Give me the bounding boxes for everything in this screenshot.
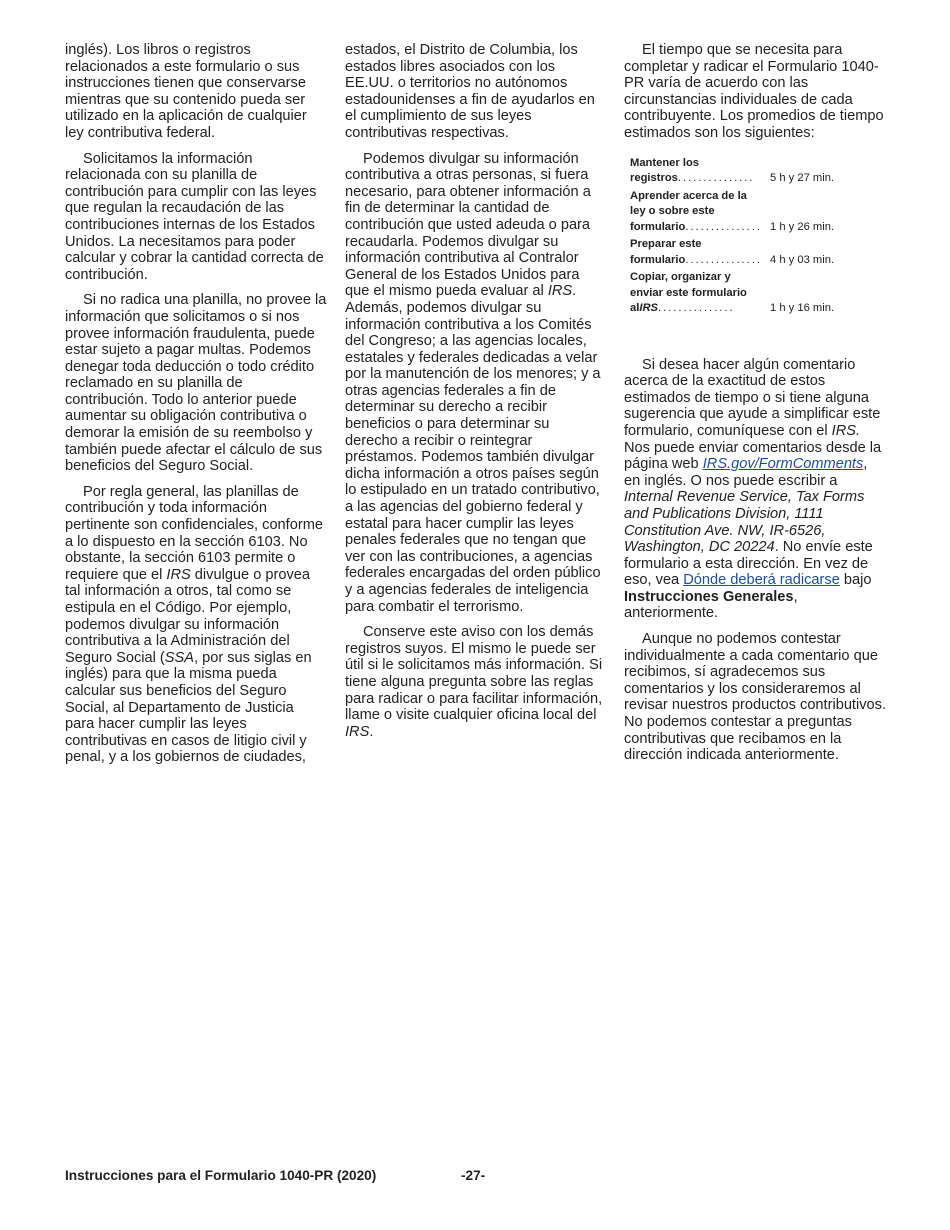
label-line: Preparar este xyxy=(630,238,702,251)
where-to-file-link[interactable]: Dónde deberá radicarse xyxy=(683,572,840,589)
footer-title: Instrucciones para el Formulario 1040-PR (2020) xyxy=(65,1168,377,1183)
time-estimates-table xyxy=(630,156,886,317)
text-run: , por sus siglas en inglés) para que la misma pueda calcular sus beneficios del Seguro Social, al Departamento de Justicia para hacer cumplir las leyes contributivas en casos de litigio civil y penal, y a los gobiernos de ciudades, xyxy=(65,649,312,766)
leader-dots: ............... xyxy=(685,220,762,233)
paragraph: Si no radica una planilla, no provee la información que solicitamos o si nos provee información fraudulenta, puede estar sujeto a pagar multas. Podemos denegar toda deducción o todo crédito reclamado en su planilla de contribución. Todo lo anterior puede aumentar su obligación contributiva o demorar la emisión de su reembolso y también puede afectar el cálculo de sus beneficios del Seguro Social. xyxy=(65,292,327,475)
text-run: . No envíe este formulario a esta dirección. En vez de eso, vea xyxy=(624,539,873,589)
row-label xyxy=(630,270,770,317)
text-run: , anteriormente. xyxy=(624,588,798,622)
column-1 xyxy=(65,42,327,775)
paragraph xyxy=(624,357,886,623)
table-row xyxy=(630,237,886,268)
text-run: Si desea hacer algún comentario acerca de la exactitud de estos estimados de tiempo o si tiene alguna sugerencia que ayude a simplificar este formulario, comuníquese con el xyxy=(624,356,881,439)
label-line: formulario xyxy=(630,253,686,266)
irs-abbrev: IRS xyxy=(639,302,658,315)
row-value: 1 h y 26 min. xyxy=(770,220,835,233)
text-run: bajo xyxy=(839,572,872,589)
table-row xyxy=(630,189,886,236)
row-value: 5 h y 27 min. xyxy=(770,172,835,185)
leader-dots: ............... xyxy=(658,302,735,315)
table-row xyxy=(630,156,886,187)
general-instructions-ref: Instrucciones Generales xyxy=(624,588,794,605)
text-run: . xyxy=(369,723,374,740)
leader-dots: ............... xyxy=(685,253,762,266)
paragraph: inglés). Los libros o registros relacionados a este formulario o sus instrucciones tienen que conservarse mientras que su contenido pueda ser utilizado en la aplicación de cualquier ley contributiva federal. xyxy=(65,42,307,141)
text-run: Nos puede enviar comentarios desde la página web xyxy=(624,439,882,473)
label-line: enviar este formulario xyxy=(630,286,747,299)
column-3 xyxy=(624,42,886,773)
irs-abbrev: IRS xyxy=(547,283,573,300)
text-run: Conserve este aviso con los demás registros suyos. El mismo le puede ser útil si le solicitamos más información. Si tiene alguna pregunta sobre las reglas para radicar o para facilitar información, llame o visite cualquier oficina local del xyxy=(345,624,603,724)
ssa-abbrev: SSA xyxy=(164,649,194,666)
row-label xyxy=(630,156,770,187)
leader-dots: ............... xyxy=(677,172,755,185)
page-number: -27- xyxy=(461,1168,486,1183)
text-run: divulgue o provea tal información a otros, tal como se estipula en el Código. Por ejemplo, podemos divulgar su información contributiva a la Administración del Seguro Social ( xyxy=(65,566,311,666)
irs-abbrev: IRS. xyxy=(831,422,861,439)
paragraph: Aunque no podemos contestar individualmente a cada comentario que recibimos, sí agradecemos sus comentarios y los consideraremos al revisar nuestros productos contributivos. No podemos contestar a preguntas contributivas que recibamos en la dirección indicada anteriormente. xyxy=(624,631,886,764)
table-row xyxy=(630,270,886,317)
mailing-address: Internal Revenue Service, Tax Forms and Publications Division, 1111 Constitution Ave. NW, IR-6526, Washington, DC 20224 xyxy=(624,489,865,556)
row-label xyxy=(630,237,770,268)
paragraph: Solicitamos la información relacionada con su planilla de contribución para cumplir con las leyes que regulan la recaudación de las contribuciones internas de los Estados Unidos. La necesitamos para poder calcular y cobrar la cantidad correcta de contribución. xyxy=(65,150,324,283)
text-run: . Además, podemos divulgar su información contributiva a los Comités del Congreso; a las agencias locales, estatales y federales dedicadas a velar por la manutención de los menores; y a otras agencias federales a fin de determinar su derecho a recibir beneficios o para determinar su derecho a recibir o reintegrar préstamos. Podemos también divulgar dicha información a otros países según lo estipulado en un tratado contributivo, a las agencias del gobierno federal y estatal para hacer cumplir las leyes penales federales que no tengan que ver con las contribuciones, a agencias federales encargadas del orden público y a agencias federales de inteligencia para combatir el terrorismo. xyxy=(345,283,601,615)
paragraph xyxy=(65,484,327,766)
label-line: ley o sobre este xyxy=(630,205,715,218)
paragraph: estados, el Distrito de Columbia, los estados libres asociados con los EE.UU. o territorios no autónomos estadounidenses a fin de ayudarlos en el cumplimiento de sus leyes contributivas respectivas. xyxy=(345,42,595,141)
text-run: , en inglés. O nos puede escribir a xyxy=(624,456,868,489)
label-line: Copiar, organizar y xyxy=(630,271,731,284)
text-run: Podemos divulgar su información contributiva a otras personas, si fuera necesario, para obtener información a fin de determinar la cantidad de contribución que usted adeuda o para recaudarla. Podemos divulgar su información contributiva al Contralor General de los Estados Unidos para que el mismo pueda evaluar al xyxy=(345,150,591,300)
row-value: 4 h y 03 min. xyxy=(770,253,835,266)
paragraph xyxy=(345,151,603,616)
label-line: Aprender acerca de la xyxy=(630,189,747,202)
column-2 xyxy=(345,42,603,749)
paragraph: El tiempo que se necesita para completar y radicar el Formulario 1040-PR varía de acuerdo con las circunstancias individuales de cada contribuyente. Los promedios de tiempo estimados son los siguientes: xyxy=(624,42,884,141)
paragraph xyxy=(345,624,603,740)
label-line: formulario xyxy=(630,220,686,233)
irs-abbrev: IRS xyxy=(166,566,191,583)
text-run: Por regla general, las planillas de contribución y toda información pertinente son confidenciales, conforme a lo dispuesto en la sección 6103. No obstante, la sección 6103 permite o requiere que el xyxy=(65,483,323,583)
label-line: registros xyxy=(630,172,678,185)
row-label xyxy=(630,189,770,236)
row-value: 1 h y 16 min. xyxy=(770,302,835,315)
form-comments-link[interactable]: IRS.gov/FormComments xyxy=(702,456,864,473)
label-line: Mantener los xyxy=(630,156,700,169)
label-line: al xyxy=(630,302,640,315)
irs-abbrev: IRS xyxy=(345,723,370,740)
